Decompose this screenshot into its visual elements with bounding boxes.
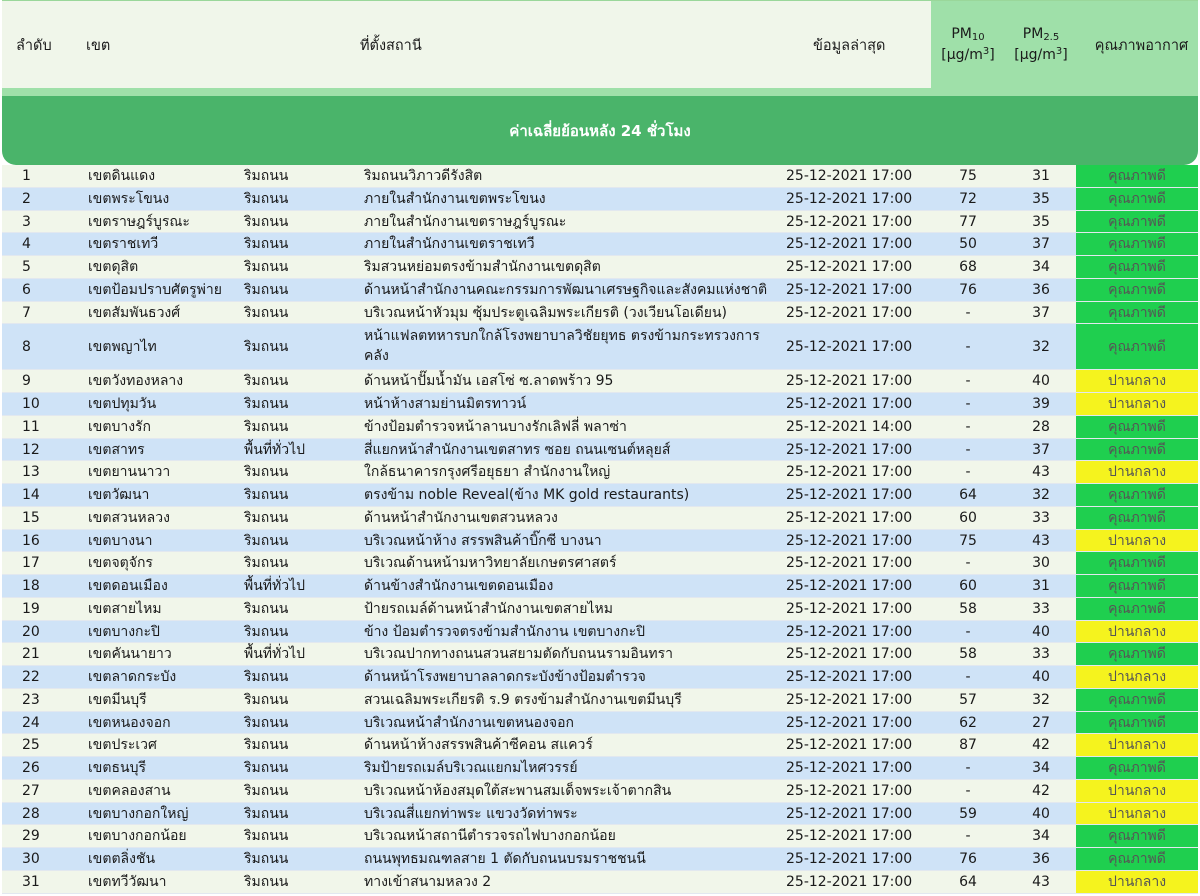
row-latest-time: 25-12-2021 17:00 [786,691,913,708]
row-pm25: 31 [1032,168,1050,184]
row-pm10: 58 [959,600,977,617]
row-location: สวนเฉลิมพระเกียรติ ร.9 ตรงข้ามสำนักงานเขตมีนบุรี [364,691,682,708]
row-station-type: ริมถนน [244,600,289,617]
row-location: ใกล้ธนาคารกรุงศรีอยุธยา สำนักงานใหญ่ [364,464,611,481]
row-location: ตรงข้าม noble Reveal(ข้าง MK gold restaurants) [364,487,690,503]
row-location: บริเวณหน้าสถานีตำรวจรถไฟบางกอกน้อย [364,828,616,845]
row-station-type: ริมถนน [244,714,289,731]
row-location: ป้ายรถเมล์ด้านหน้าสำนักงานเขตสายไหม [364,600,613,617]
row-location: บริเวณปากทางถนนสวนสยามตัดกับถนนรามอินทรา [364,646,673,663]
row-district: เขตวัฒนา [88,487,150,503]
row-latest-time: 25-12-2021 17:00 [786,441,913,458]
row-pm25: 37 [1032,236,1050,253]
row-pm10: - [965,304,971,321]
row-order: 19 [22,600,40,617]
row-location: ภายในสำนักงานเขตพระโขนง [364,190,546,207]
table-row[interactable] [2,439,1198,462]
row-district: เขตดุสิต [88,259,139,275]
row-pm10: - [965,760,971,776]
table-row[interactable] [2,507,1198,530]
row-air-quality-badge: คุณภาพดี [1076,211,1198,233]
row-location: ทางเข้าสนามหลวง 2 [364,873,492,890]
row-station-type: ริมถนน [244,737,289,754]
row-district: เขตลาดกระบัง [88,669,177,685]
row-station-type: ริมถนน [244,259,289,275]
row-latest-time: 25-12-2021 17:00 [786,464,913,481]
row-latest-time: 25-12-2021 17:00 [786,509,913,526]
table-row[interactable] [2,871,1198,894]
row-station-type: ริมถนน [244,339,289,356]
row-pm25: 39 [1032,396,1050,412]
row-latest-time: 25-12-2021 17:00 [786,646,913,663]
row-pm10: - [965,396,971,412]
row-pm25: 35 [1032,213,1050,230]
table-row[interactable] [2,825,1198,848]
row-latest-time: 25-12-2021 14:00 [786,418,913,435]
row-air-quality-badge: ปานกลาง [1076,734,1198,756]
row-latest-time: 25-12-2021 17:00 [786,600,913,617]
row-air-quality-badge: คุณภาพดี [1076,279,1198,301]
row-station-type: ริมถนน [244,487,289,503]
row-latest-time: 25-12-2021 17:00 [786,373,913,390]
row-location: ด้านหน้าปั๊มน้ำมัน เอสโซ่ ซ.ลาดพร้าว 95 [364,373,614,390]
row-latest-time: 25-12-2021 17:00 [786,213,913,230]
row-order: 26 [22,760,40,776]
row-station-type: ริมถนน [244,373,289,390]
row-order: 3 [22,213,31,230]
row-pm25: 32 [1032,691,1050,708]
row-station-type: ริมถนน [244,555,289,572]
row-order: 7 [22,304,31,321]
row-air-quality-badge: ปานกลาง [1076,871,1198,893]
table-row[interactable] [2,324,1198,370]
row-district: เขตบางนา [88,532,153,549]
row-station-type: ริมถนน [244,691,289,708]
row-station-type: พื้นที่ทั่วไป [244,441,306,458]
row-district: เขตสัมพันธวงศ์ [88,304,181,321]
table-row[interactable] [2,370,1198,393]
row-pm10: 75 [959,532,977,549]
row-latest-time: 25-12-2021 17:00 [786,714,913,731]
row-pm25: 40 [1032,669,1050,685]
row-station-type: ริมถนน [244,396,289,412]
header-latest-data[interactable]: ข้อมูลล่าสุด [813,37,886,54]
row-latest-time: 25-12-2021 17:00 [786,339,913,356]
row-pm25: 34 [1032,259,1050,275]
row-order: 4 [22,236,31,253]
row-pm10: 60 [959,578,977,594]
row-station-type: ริมถนน [244,623,289,640]
row-district: เขตปทุมวัน [88,396,157,412]
row-location: ด้านหน้าสำนักงานคณะกรรมการพัฒนาเศรษฐกิจและสังคมแห่งชาติ [364,281,768,298]
row-latest-time: 25-12-2021 17:00 [786,805,913,822]
row-station-type: ริมถนน [244,281,289,298]
row-district: เขตสายไหม [88,600,162,617]
row-latest-time: 25-12-2021 17:00 [786,828,913,845]
row-latest-time: 25-12-2021 17:00 [786,873,913,890]
row-district: เขตบางกะปิ [88,623,160,640]
row-pm25: 40 [1032,623,1050,640]
row-district: เขตคลองสาน [88,782,171,799]
row-station-type: ริมถนน [244,464,289,481]
row-pm25: 43 [1032,464,1050,481]
row-latest-time: 25-12-2021 17:00 [786,623,913,640]
table-row[interactable] [2,848,1198,871]
row-air-quality-badge: คุณภาพดี [1076,439,1198,461]
header-pm25[interactable] [1004,1,1078,89]
row-location: หน้าแฟลตทหารบกใกล้โรงพยาบาลวิชัยยุทธ ตรงข้ามกระทรวงการคลัง [364,328,760,365]
row-location: ด้านหน้าโรงพยาบาลลาดกระบังข้างป้อมตำรวจ [364,669,646,685]
row-district: เขตวังทองหลาง [88,373,184,390]
table-row[interactable] [2,233,1198,256]
row-order: 12 [22,441,40,458]
header-order[interactable]: ลำดับ [16,37,52,54]
row-air-quality-badge: คุณภาพดี [1076,507,1198,529]
row-air-quality-badge: ปานกลาง [1076,666,1198,688]
row-order: 25 [22,737,40,754]
row-location: ถนนพุทธมณฑลสาย 1 ตัดกับถนนบรมราชชนนี [364,851,646,867]
row-pm10: 64 [959,487,977,503]
row-pm10: - [965,669,971,685]
row-district: เขตดอนเมือง [88,578,168,594]
row-order: 2 [22,190,31,207]
row-pm10: - [965,623,971,640]
row-pm25: 37 [1032,304,1050,321]
row-district: เขตดินแดง [88,168,156,184]
row-pm25: 27 [1032,714,1050,731]
row-location: บริเวณหน้าหัวมุม ซุ้มประตูเฉลิมพระเกียรติ (วงเวียนโอเดียน) [364,304,727,321]
row-latest-time: 25-12-2021 17:00 [786,259,913,275]
row-air-quality-badge: คุณภาพดี [1076,575,1198,597]
table-row[interactable] [2,689,1198,712]
row-order: 23 [22,691,40,708]
row-order: 21 [22,646,40,663]
row-district: เขตยานนาวา [88,464,171,481]
row-air-quality-badge: คุณภาพดี [1076,552,1198,574]
table-row[interactable] [2,165,1198,188]
row-order: 29 [22,828,40,845]
table-row[interactable] [2,211,1198,234]
row-location: ภายในสำนักงานเขตราชเทวี [364,236,535,253]
row-station-type: ริมถนน [244,418,289,435]
row-pm10: 87 [959,737,977,754]
row-latest-time: 25-12-2021 17:00 [786,737,913,754]
table-body [2,165,1198,894]
row-pm10: - [965,828,971,845]
row-location: ริมถนนวิภาวดีรังสิต [364,168,483,184]
row-air-quality-badge: ปานกลาง [1076,803,1198,825]
row-pm25: 33 [1032,646,1050,663]
row-air-quality-badge: คุณภาพดี [1076,188,1198,210]
table-row[interactable] [2,188,1198,211]
row-order: 16 [22,532,40,549]
row-order: 1 [22,168,31,184]
row-district: เขตราษฎร์บูรณะ [88,213,190,230]
table-row[interactable] [2,393,1198,416]
row-air-quality-badge: คุณภาพดี [1076,324,1198,369]
table-row[interactable] [2,279,1198,302]
row-pm25: 43 [1032,873,1050,890]
row-pm25: 42 [1032,737,1050,754]
table-row[interactable] [2,780,1198,803]
row-district: เขตมีนบุรี [88,691,147,708]
table-header [2,0,1198,89]
row-location: บริเวณหน้าสำนักงานเขตหนองจอก [364,714,574,731]
row-pm10: 72 [959,190,977,207]
row-pm10: 57 [959,691,977,708]
pm25-unit: $[\mu g/m^3]$ [1014,46,1068,63]
row-order: 11 [22,418,40,435]
row-order: 31 [22,873,40,890]
row-pm25: 32 [1032,339,1050,356]
row-pm10: 64 [959,873,977,890]
row-order: 6 [22,281,31,298]
row-pm25: 33 [1032,509,1050,526]
row-latest-time: 25-12-2021 17:00 [786,281,913,298]
table-row[interactable] [2,552,1198,575]
table-row[interactable] [2,461,1198,484]
table-row[interactable] [2,621,1198,644]
row-latest-time: 25-12-2021 17:00 [786,782,913,799]
row-pm25: 35 [1032,190,1050,207]
row-station-type: ริมถนน [244,873,289,890]
row-location: บริเวณสี่แยกท่าพระ แขวงวัดท่าพระ [364,805,578,822]
row-district: เขตบางกอกน้อย [88,828,187,845]
row-order: 27 [22,782,40,799]
row-station-type: ริมถนน [244,213,289,230]
row-pm10: 76 [959,851,977,867]
row-latest-time: 25-12-2021 17:00 [786,396,913,412]
row-pm10: 77 [959,213,977,230]
row-station-type: ริมถนน [244,509,289,526]
row-station-type: ริมถนน [244,236,289,253]
table-row[interactable] [2,416,1198,439]
row-air-quality-badge: คุณภาพดี [1076,484,1198,506]
row-station-type: ริมถนน [244,304,289,321]
row-station-type: ริมถนน [244,760,289,776]
table-row[interactable] [2,484,1198,507]
row-latest-time: 25-12-2021 17:00 [786,555,913,572]
row-pm10: - [965,464,971,481]
row-district: เขตราชเทวี [88,236,159,253]
row-district: เขตหนองจอก [88,714,171,731]
row-pm25: 34 [1032,828,1050,845]
row-station-type: ริมถนน [244,828,289,845]
pm10-title: $PM_{10}$ [951,26,985,43]
row-location: หน้าห้างสามย่านมิตรทาวน์ [364,396,527,412]
row-order: 13 [22,464,40,481]
table-row[interactable] [2,575,1198,598]
row-order: 5 [22,259,31,275]
row-air-quality-badge: ปานกลาง [1076,780,1198,802]
row-location: ข้าง ป้อมตำรวจตรงข้ามสำนักงาน เขตบางกะปิ [364,623,645,640]
row-station-type: พื้นที่ทั่วไป [244,646,306,663]
table-row[interactable] [2,598,1198,621]
row-air-quality-badge: ปานกลาง [1076,530,1198,552]
row-pm25: 37 [1032,441,1050,458]
row-pm25: 36 [1032,281,1050,298]
header-air-quality[interactable]: คุณภาพอากาศ [1094,37,1189,54]
row-pm10: - [965,339,971,356]
row-pm10: 50 [959,236,977,253]
table-row[interactable] [2,302,1198,325]
row-location: ภายในสำนักงานเขตราษฎร์บูรณะ [364,213,567,230]
row-air-quality-badge: คุณภาพดี [1076,256,1198,278]
row-district: เขตทวีวัฒนา [88,873,167,890]
row-pm10: - [965,441,971,458]
row-pm25: 32 [1032,487,1050,503]
header-location[interactable]: ที่ตั้งสถานี [360,37,422,54]
row-station-type: ริมถนน [244,669,289,685]
row-district: เขตตลิ่งชัน [88,851,156,867]
row-district: เขตสาทร [88,441,145,458]
row-pm25: 33 [1032,600,1050,617]
row-air-quality-badge: คุณภาพดี [1076,712,1198,734]
row-pm10: - [965,782,971,799]
table-row[interactable] [2,757,1198,780]
row-district: เขตบางกอกใหญ่ [88,805,189,822]
row-air-quality-badge: คุณภาพดี [1076,643,1198,665]
average-24h-banner[interactable]: ค่าเฉลี่ยย้อนหลัง 24 ชั่วโมง [2,96,1198,165]
pm25-title: $PM_{2.5}$ [1022,26,1060,43]
row-location: สี่แยกหน้าสำนักงานเขตสาทร ซอย ถนนเซนต์หลุยส์ [364,441,671,458]
table-row[interactable] [2,803,1198,826]
row-air-quality-badge: คุณภาพดี [1076,302,1198,324]
row-pm25: 40 [1032,805,1050,822]
row-air-quality-badge: คุณภาพดี [1076,689,1198,711]
row-latest-time: 25-12-2021 17:00 [786,168,913,184]
row-station-type: ริมถนน [244,805,289,822]
row-pm10: 75 [959,168,977,184]
row-station-type: ริมถนน [244,532,289,549]
table-row[interactable] [2,643,1198,666]
row-pm10: 59 [959,805,977,822]
row-latest-time: 25-12-2021 17:00 [786,578,913,594]
row-air-quality-badge: ปานกลาง [1076,461,1198,483]
row-station-type: ริมถนน [244,851,289,867]
row-air-quality-badge: คุณภาพดี [1076,757,1198,779]
row-station-type: ริมถนน [244,168,289,184]
table-row[interactable] [2,256,1198,279]
row-air-quality-badge: คุณภาพดี [1076,598,1198,620]
row-location: บริเวณหน้าห้องสมุดใต้สะพานสมเด็จพระเจ้าตากสิน [364,782,672,799]
row-location: บริเวณด้านหน้ามหาวิทยาลัยเกษตรศาสตร์ [364,555,617,572]
row-order: 20 [22,623,40,640]
row-location: ริมสวนหย่อมตรงข้ามสำนักงานเขตดุสิต [364,259,601,275]
row-latest-time: 25-12-2021 17:00 [786,304,913,321]
row-latest-time: 25-12-2021 17:00 [786,532,913,549]
table-row[interactable] [2,712,1198,735]
row-air-quality-badge: ปานกลาง [1076,393,1198,415]
table-row[interactable] [2,530,1198,553]
row-location: ด้านหน้าสำนักงานเขตสวนหลวง [364,509,558,526]
row-pm10: 58 [959,646,977,663]
row-air-quality-badge: คุณภาพดี [1076,825,1198,847]
row-latest-time: 25-12-2021 17:00 [786,487,913,503]
row-district: เขตจตุจักร [88,555,153,572]
header-pm10[interactable] [932,1,1004,89]
row-order: 17 [22,555,40,572]
row-district: เขตธนบุรี [88,760,146,776]
header-district[interactable]: เขต [86,37,111,54]
row-district: เขตป้อมปราบศัตรูพ่าย [88,281,222,298]
row-location: ข้างป้อมตำรวจหน้าลานบางรักเลิฟลี่ พลาซ่า [364,418,627,435]
row-pm25: 34 [1032,760,1050,776]
row-air-quality-badge: คุณภาพดี [1076,233,1198,255]
row-order: 9 [22,373,31,390]
row-station-type: ริมถนน [244,190,289,207]
row-district: เขตพญาไท [88,339,157,356]
table-row[interactable] [2,734,1198,757]
row-district: เขตพระโขนง [88,190,170,207]
row-air-quality-badge: คุณภาพดี [1076,848,1198,870]
row-order: 14 [22,487,40,503]
row-order: 30 [22,851,40,867]
row-order: 15 [22,509,40,526]
row-district: เขตสวนหลวง [88,509,170,526]
row-latest-time: 25-12-2021 17:00 [786,851,913,867]
row-location: ด้านข้างสำนักงานเขตดอนเมือง [364,578,554,594]
row-latest-time: 25-12-2021 17:00 [786,760,913,776]
row-order: 24 [22,714,40,731]
row-station-type: ริมถนน [244,782,289,799]
row-pm10: - [965,418,971,435]
row-district: เขตประเวศ [88,737,157,754]
row-pm25: 30 [1032,555,1050,572]
row-order: 10 [22,396,40,412]
row-pm25: 40 [1032,373,1050,390]
row-order: 8 [22,339,31,356]
row-order: 22 [22,669,40,685]
row-district: เขตบางรัก [88,418,152,435]
row-pm10: 62 [959,714,977,731]
row-air-quality-badge: ปานกลาง [1076,621,1198,643]
row-latest-time: 25-12-2021 17:00 [786,669,913,685]
row-pm25: 36 [1032,851,1050,867]
row-pm10: - [965,555,971,572]
row-location: ด้านหน้าห้างสรรพสินค้าซีคอน สแควร์ [364,737,593,754]
row-order: 28 [22,805,40,822]
row-location: บริเวณหน้าห้าง สรรพสินค้าบิ๊กซี บางนา [364,532,602,549]
row-pm25: 31 [1032,578,1050,594]
row-pm25: 43 [1032,532,1050,549]
row-location: ริมป้ายรถเมล์บริเวณแยกมไหศวรรย์ [364,760,578,776]
header-divider [2,88,1198,96]
row-pm10: 68 [959,259,977,275]
row-latest-time: 25-12-2021 17:00 [786,236,913,253]
row-station-type: พื้นที่ทั่วไป [244,578,306,594]
row-air-quality-badge: คุณภาพดี [1076,416,1198,438]
row-order: 18 [22,578,40,594]
row-pm25: 28 [1032,418,1050,435]
row-district: เขตคันนายาว [88,646,172,663]
row-pm25: 42 [1032,782,1050,799]
table-row[interactable] [2,666,1198,689]
row-pm10: 76 [959,281,977,298]
row-latest-time: 25-12-2021 17:00 [786,190,913,207]
row-pm10: 60 [959,509,977,526]
row-air-quality-badge: ปานกลาง [1076,370,1198,392]
pm10-unit: $[\mu g/m^3]$ [941,46,995,63]
row-air-quality-badge: คุณภาพดี [1076,165,1198,187]
row-pm10: - [965,373,971,390]
